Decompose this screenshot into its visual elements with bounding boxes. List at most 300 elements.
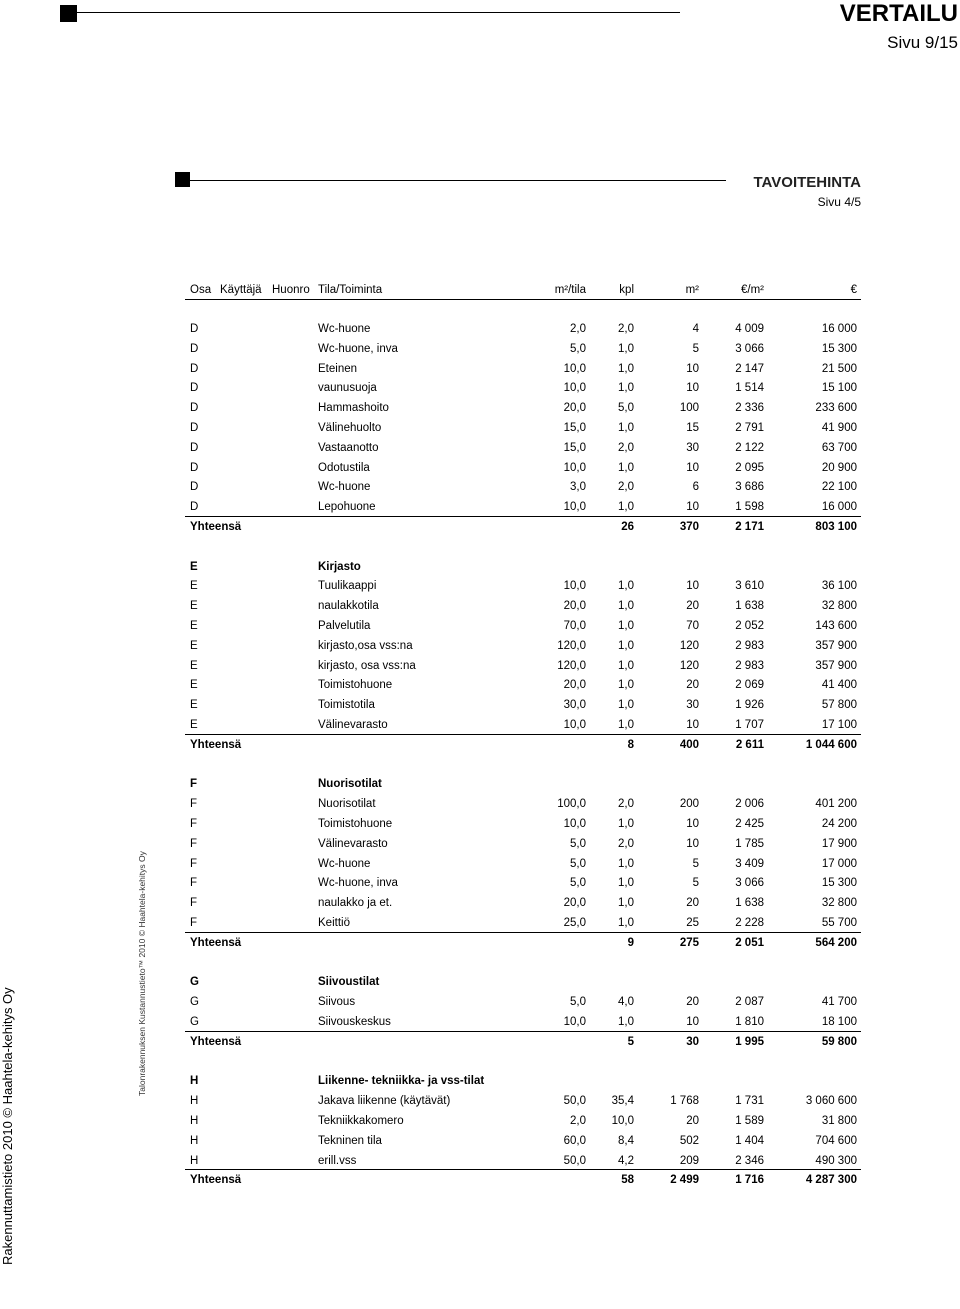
cell-osa: H: [190, 1095, 199, 1107]
header-kayttaja: Käyttäjä: [220, 284, 262, 296]
cell-eur-m2: 2 425: [735, 818, 764, 830]
cell-m2: 5: [692, 877, 699, 889]
cell-eur: 63 700: [821, 442, 857, 454]
table-row: [185, 914, 861, 932]
group-osa: E: [190, 561, 198, 573]
cell-tila: erill.vss: [318, 1155, 357, 1167]
cell-osa: H: [190, 1155, 199, 1167]
group-title: Siivoustilat: [318, 976, 380, 988]
cell-m2: 10: [686, 382, 699, 394]
cell-osa: D: [190, 462, 199, 474]
cell-eur: 357 900: [815, 660, 857, 672]
cell-kpl: 1,0: [618, 660, 634, 672]
cell-m2-tila: 2,0: [570, 1115, 586, 1127]
header-square: [60, 5, 77, 22]
cell-tila: Eteinen: [318, 363, 358, 375]
cell-eur-m2: 2 122: [735, 442, 764, 454]
cell-eur: 18 100: [821, 1016, 857, 1028]
cell-tila: Jakava liikenne (käytävät): [318, 1095, 451, 1107]
cell-m2-tila: 10,0: [563, 580, 586, 592]
cell-kpl: 1,0: [618, 877, 634, 889]
cell-m2-tila: 5,0: [570, 838, 586, 850]
cell-eur: 41 900: [821, 422, 857, 434]
table-row: [185, 577, 861, 595]
cell-m2: 20: [686, 1115, 699, 1127]
cell-eur-m2: 2 791: [735, 422, 764, 434]
total-separator: [185, 932, 861, 933]
cell-osa: E: [190, 580, 198, 592]
cell-tila: Keittiö: [318, 917, 350, 929]
cell-m2-tila: 15,0: [563, 442, 586, 454]
cell-eur: 17 900: [821, 838, 857, 850]
header-huonro: Huonro: [272, 284, 310, 296]
table-row: [185, 993, 861, 1011]
cell-eur-m2: 1 589: [735, 1115, 764, 1127]
total-kpl: 8: [627, 739, 634, 751]
cell-tila: kirjasto,osa vss:na: [318, 640, 413, 652]
cell-tila: Tekninen tila: [318, 1135, 382, 1147]
inner-title: TAVOITEHINTA: [753, 174, 861, 191]
cell-osa: D: [190, 501, 199, 513]
cell-m2: 502: [679, 1135, 699, 1147]
group-title: Kirjasto: [318, 561, 361, 573]
cell-eur: 3 060 600: [805, 1095, 857, 1107]
cell-eur: 17 000: [821, 858, 857, 870]
cell-m2-tila: 10,0: [563, 382, 586, 394]
cell-eur: 32 800: [821, 600, 857, 612]
cell-eur-m2: 2 346: [735, 1155, 764, 1167]
cell-eur: 41 400: [821, 679, 857, 691]
cell-kpl: 2,0: [618, 323, 634, 335]
total-kpl: 9: [627, 937, 634, 949]
cell-tila: Wc-huone: [318, 858, 371, 870]
cell-osa: D: [190, 363, 199, 375]
total-eur: 1 044 600: [805, 739, 857, 751]
cell-m2-tila: 20,0: [563, 897, 586, 909]
side-copyright: Rakennuttamistieto 2010 © Haahtela-kehitys Oy: [0, 987, 15, 1265]
cell-eur: 15 300: [821, 877, 857, 889]
total-m2: 370: [679, 521, 699, 533]
table-row: [185, 459, 861, 477]
cell-eur-m2: 2 336: [735, 402, 764, 414]
cell-eur-m2: 1 926: [735, 699, 764, 711]
total-eur: 4 287 300: [805, 1174, 857, 1186]
table-row: [185, 399, 861, 417]
cell-eur-m2: 4 009: [735, 323, 764, 335]
cell-tila: kirjasto, osa vss:na: [318, 660, 416, 672]
cell-kpl: 1,0: [618, 580, 634, 592]
cell-m2: 6: [692, 481, 699, 493]
cell-m2: 10: [686, 501, 699, 513]
cell-osa: D: [190, 323, 199, 335]
cell-m2: 100: [679, 402, 699, 414]
cell-tila: Vastaanotto: [318, 442, 379, 454]
cell-m2: 20: [686, 996, 699, 1008]
header-eur: €: [850, 284, 857, 296]
inner-page-number: Sivu 4/5: [817, 195, 861, 209]
cell-eur: 24 200: [821, 818, 857, 830]
table-row: [185, 379, 861, 397]
cell-osa: F: [190, 838, 198, 850]
header-kpl: kpl: [619, 284, 634, 296]
table-row: [185, 894, 861, 912]
cell-m2-tila: 5,0: [570, 877, 586, 889]
header-rule: [77, 12, 680, 13]
cell-eur: 490 300: [815, 1155, 857, 1167]
table-row: [185, 320, 861, 338]
total-row: [185, 736, 861, 754]
cell-kpl: 1,0: [618, 640, 634, 652]
cell-eur-m2: 1 514: [735, 382, 764, 394]
table-row: [185, 498, 861, 516]
cell-m2-tila: 10,0: [563, 501, 586, 513]
table-row: [185, 419, 861, 437]
total-eur: 564 200: [815, 937, 857, 949]
inner-header-rule: [190, 180, 726, 181]
cell-m2: 1 768: [670, 1095, 699, 1107]
total-label: Yhteensä: [190, 937, 242, 949]
cell-eur-m2: 3 066: [735, 877, 764, 889]
cell-osa: F: [190, 917, 198, 929]
cell-m2: 25: [686, 917, 699, 929]
cell-m2: 30: [686, 699, 699, 711]
cell-osa: F: [190, 798, 198, 810]
total-row: [185, 1171, 861, 1189]
total-separator: [185, 516, 861, 517]
table-row: [185, 815, 861, 833]
cell-tila: Toimistotila: [318, 699, 375, 711]
inner-header-square: [175, 172, 190, 187]
cell-m2-tila: 10,0: [563, 363, 586, 375]
cell-tila: Wc-huone, inva: [318, 343, 398, 355]
cell-osa: G: [190, 996, 199, 1008]
table-row: [185, 874, 861, 892]
cell-eur-m2: 1 404: [735, 1135, 764, 1147]
cell-kpl: 35,4: [611, 1095, 634, 1107]
group-title-row: [185, 558, 861, 576]
total-m2: 400: [679, 739, 699, 751]
group-title-row: [185, 775, 861, 793]
cell-m2: 10: [686, 580, 699, 592]
cell-tila: naulakko ja et.: [318, 897, 393, 909]
cell-eur: 31 800: [821, 1115, 857, 1127]
cell-osa: D: [190, 382, 199, 394]
cell-m2: 15: [686, 422, 699, 434]
cell-m2-tila: 10,0: [563, 719, 586, 731]
cell-m2: 209: [679, 1155, 699, 1167]
cell-kpl: 1,0: [618, 501, 634, 513]
cell-eur-m2: 2 069: [735, 679, 764, 691]
cell-kpl: 1,0: [618, 343, 634, 355]
cell-osa: F: [190, 877, 198, 889]
cell-osa: D: [190, 402, 199, 414]
cell-tila: Toimistohuone: [318, 818, 393, 830]
cell-kpl: 4,2: [618, 1155, 634, 1167]
cell-osa: E: [190, 620, 198, 632]
cell-kpl: 1,0: [618, 679, 634, 691]
cell-eur-m2: 1 707: [735, 719, 764, 731]
cell-eur: 15 300: [821, 343, 857, 355]
cell-kpl: 5,0: [618, 402, 634, 414]
cell-eur: 15 100: [821, 382, 857, 394]
total-kpl: 58: [621, 1174, 634, 1186]
cell-osa: H: [190, 1135, 199, 1147]
cell-tila: Tekniikkakomero: [318, 1115, 404, 1127]
table-row: [185, 795, 861, 813]
cell-eur: 704 600: [815, 1135, 857, 1147]
cell-osa: F: [190, 897, 198, 909]
cell-kpl: 1,0: [618, 897, 634, 909]
cell-tila: Wc-huone, inva: [318, 877, 398, 889]
cell-kpl: 1,0: [618, 422, 634, 434]
header-tila: Tila/Toiminta: [318, 284, 383, 296]
cell-eur: 16 000: [821, 501, 857, 513]
header-eur-m2: €/m²: [741, 284, 764, 296]
group-title-row: [185, 1072, 861, 1090]
table-row: [185, 439, 861, 457]
cell-m2: 10: [686, 818, 699, 830]
table-row: [185, 696, 861, 714]
cell-tila: Toimistohuone: [318, 679, 393, 691]
total-label: Yhteensä: [190, 521, 242, 533]
table-row: [185, 1112, 861, 1130]
cell-eur-m2: 1 638: [735, 600, 764, 612]
cell-eur-m2: 1 731: [735, 1095, 764, 1107]
cell-osa: D: [190, 481, 199, 493]
table-row: [185, 637, 861, 655]
cell-osa: D: [190, 343, 199, 355]
header-osa: Osa: [190, 284, 212, 296]
cell-eur-m2: 3 686: [735, 481, 764, 493]
table-row: [185, 657, 861, 675]
cell-m2-tila: 60,0: [563, 1135, 586, 1147]
cell-tila: Siivous: [318, 996, 356, 1008]
table-row: [185, 1132, 861, 1150]
group-title-row: [185, 973, 861, 991]
cell-m2: 10: [686, 719, 699, 731]
cell-tila: Wc-huone: [318, 481, 371, 493]
table-row: [185, 360, 861, 378]
cell-m2: 20: [686, 897, 699, 909]
cell-osa: E: [190, 719, 198, 731]
cell-eur-m2: 2 052: [735, 620, 764, 632]
cell-kpl: 1,0: [618, 699, 634, 711]
group-title: Liikenne- tekniikka- ja vss-tilat: [318, 1075, 485, 1087]
cell-m2: 5: [692, 858, 699, 870]
cell-eur: 233 600: [815, 402, 857, 414]
total-separator: [185, 1031, 861, 1032]
total-eur-m2: 1 716: [735, 1174, 764, 1186]
cell-kpl: 1,0: [618, 462, 634, 474]
total-eur: 803 100: [815, 521, 857, 533]
cell-eur: 55 700: [821, 917, 857, 929]
cell-eur-m2: 3 610: [735, 580, 764, 592]
cell-tila: Tuulikaappi: [318, 580, 377, 592]
cell-kpl: 1,0: [618, 382, 634, 394]
total-row: [185, 518, 861, 536]
cell-m2-tila: 120,0: [557, 660, 586, 672]
cell-m2-tila: 10,0: [563, 1016, 586, 1028]
cell-eur-m2: 2 983: [735, 660, 764, 672]
cell-m2-tila: 20,0: [563, 679, 586, 691]
cell-kpl: 10,0: [611, 1115, 634, 1127]
cell-eur-m2: 3 409: [735, 858, 764, 870]
cell-eur-m2: 2 095: [735, 462, 764, 474]
cell-kpl: 1,0: [618, 600, 634, 612]
cell-m2: 10: [686, 462, 699, 474]
cell-osa: E: [190, 699, 198, 711]
cell-eur: 357 900: [815, 640, 857, 652]
cell-kpl: 1,0: [618, 858, 634, 870]
page-number: Sivu 9/15: [887, 33, 958, 52]
cell-eur: 16 000: [821, 323, 857, 335]
cell-m2-tila: 50,0: [563, 1095, 586, 1107]
cell-tila: Hammashoito: [318, 402, 389, 414]
cell-kpl: 1,0: [618, 818, 634, 830]
cell-kpl: 1,0: [618, 363, 634, 375]
cell-osa: E: [190, 679, 198, 691]
table-row: [185, 676, 861, 694]
cell-m2: 120: [679, 660, 699, 672]
total-label: Yhteensä: [190, 1174, 242, 1186]
cell-m2-tila: 25,0: [563, 917, 586, 929]
total-eur: 59 800: [821, 1036, 857, 1048]
cell-eur-m2: 1 598: [735, 501, 764, 513]
table-row: [185, 1013, 861, 1031]
header-m2-tila: m²/tila: [554, 284, 586, 296]
cell-m2-tila: 30,0: [563, 699, 586, 711]
total-row: [185, 934, 861, 952]
group-title: Nuorisotilat: [318, 778, 382, 790]
cell-m2-tila: 20,0: [563, 402, 586, 414]
cell-eur: 20 900: [821, 462, 857, 474]
total-m2: 2 499: [670, 1174, 699, 1186]
total-eur-m2: 1 995: [735, 1036, 764, 1048]
total-m2: 30: [686, 1036, 699, 1048]
table-row: [185, 478, 861, 496]
inner-side-copyright: Talonrakennuksen Kustannustieto™ 2010 © Haahtela-kehitys Oy: [137, 851, 147, 1096]
cell-m2-tila: 5,0: [570, 996, 586, 1008]
cell-osa: E: [190, 600, 198, 612]
cell-m2-tila: 15,0: [563, 422, 586, 434]
cell-m2-tila: 120,0: [557, 640, 586, 652]
cell-m2: 10: [686, 838, 699, 850]
cell-m2-tila: 3,0: [570, 481, 586, 493]
cell-m2: 20: [686, 600, 699, 612]
total-eur-m2: 2 611: [735, 739, 764, 751]
cell-m2-tila: 5,0: [570, 343, 586, 355]
cell-m2-tila: 50,0: [563, 1155, 586, 1167]
cell-tila: Palvelutila: [318, 620, 371, 632]
cell-eur: 143 600: [815, 620, 857, 632]
cell-eur-m2: 3 066: [735, 343, 764, 355]
cell-kpl: 1,0: [618, 1016, 634, 1028]
cell-eur: 401 200: [815, 798, 857, 810]
header-underline: [185, 299, 861, 300]
cell-eur: 57 800: [821, 699, 857, 711]
cell-eur-m2: 1 785: [735, 838, 764, 850]
cell-tila: vaunusuoja: [318, 382, 377, 394]
table-row: [185, 716, 861, 734]
cell-kpl: 4,0: [618, 996, 634, 1008]
cell-tila: Siivouskeskus: [318, 1016, 391, 1028]
cell-osa: F: [190, 818, 198, 830]
cell-kpl: 2,0: [618, 798, 634, 810]
cell-m2: 70: [686, 620, 699, 632]
cell-eur: 41 700: [821, 996, 857, 1008]
cell-m2: 20: [686, 679, 699, 691]
table-row: [185, 1152, 861, 1170]
cell-osa: D: [190, 442, 199, 454]
total-eur-m2: 2 051: [735, 937, 764, 949]
cell-tila: Välinevarasto: [318, 719, 388, 731]
total-label: Yhteensä: [190, 1036, 242, 1048]
cell-kpl: 2,0: [618, 442, 634, 454]
cell-eur-m2: 1 810: [735, 1016, 764, 1028]
cell-m2-tila: 20,0: [563, 600, 586, 612]
total-eur-m2: 2 171: [735, 521, 764, 533]
cell-m2-tila: 10,0: [563, 818, 586, 830]
cell-eur-m2: 2 983: [735, 640, 764, 652]
cell-eur-m2: 2 147: [735, 363, 764, 375]
table-row: [185, 835, 861, 853]
group-osa: G: [190, 976, 199, 988]
total-row: [185, 1033, 861, 1051]
total-kpl: 5: [627, 1036, 634, 1048]
cell-eur: 22 100: [821, 481, 857, 493]
table-row: [185, 597, 861, 615]
page-title: VERTAILU: [839, 0, 958, 27]
cell-m2: 200: [679, 798, 699, 810]
group-osa: F: [190, 778, 198, 790]
cell-eur: 32 800: [821, 897, 857, 909]
cell-osa: D: [190, 422, 199, 434]
cell-tila: naulakkotila: [318, 600, 379, 612]
cell-kpl: 1,0: [618, 917, 634, 929]
cell-m2: 5: [692, 343, 699, 355]
cell-m2: 10: [686, 363, 699, 375]
cell-kpl: 2,0: [618, 838, 634, 850]
cell-kpl: 8,4: [618, 1135, 634, 1147]
total-separator: [185, 734, 861, 735]
cell-tila: Lepohuone: [318, 501, 376, 513]
cell-osa: E: [190, 660, 198, 672]
table-row: [185, 340, 861, 358]
total-kpl: 26: [621, 521, 634, 533]
table-row: [185, 855, 861, 873]
cell-kpl: 2,0: [618, 481, 634, 493]
cell-eur-m2: 2 087: [735, 996, 764, 1008]
cell-osa: F: [190, 858, 198, 870]
table-row: [185, 1092, 861, 1110]
cell-tila: Välinevarasto: [318, 838, 388, 850]
cell-m2: 4: [692, 323, 699, 335]
cell-m2: 10: [686, 1016, 699, 1028]
cell-eur-m2: 2 006: [735, 798, 764, 810]
cell-eur: 36 100: [821, 580, 857, 592]
header-m2: m²: [685, 284, 699, 296]
cell-kpl: 1,0: [618, 719, 634, 731]
cell-m2-tila: 2,0: [570, 323, 586, 335]
cell-eur-m2: 1 638: [735, 897, 764, 909]
cell-m2-tila: 70,0: [563, 620, 586, 632]
cell-kpl: 1,0: [618, 620, 634, 632]
cell-m2: 120: [679, 640, 699, 652]
cell-tila: Välinehuolto: [318, 422, 382, 434]
cell-tila: Wc-huone: [318, 323, 371, 335]
group-osa: H: [190, 1075, 199, 1087]
cell-osa: E: [190, 640, 198, 652]
